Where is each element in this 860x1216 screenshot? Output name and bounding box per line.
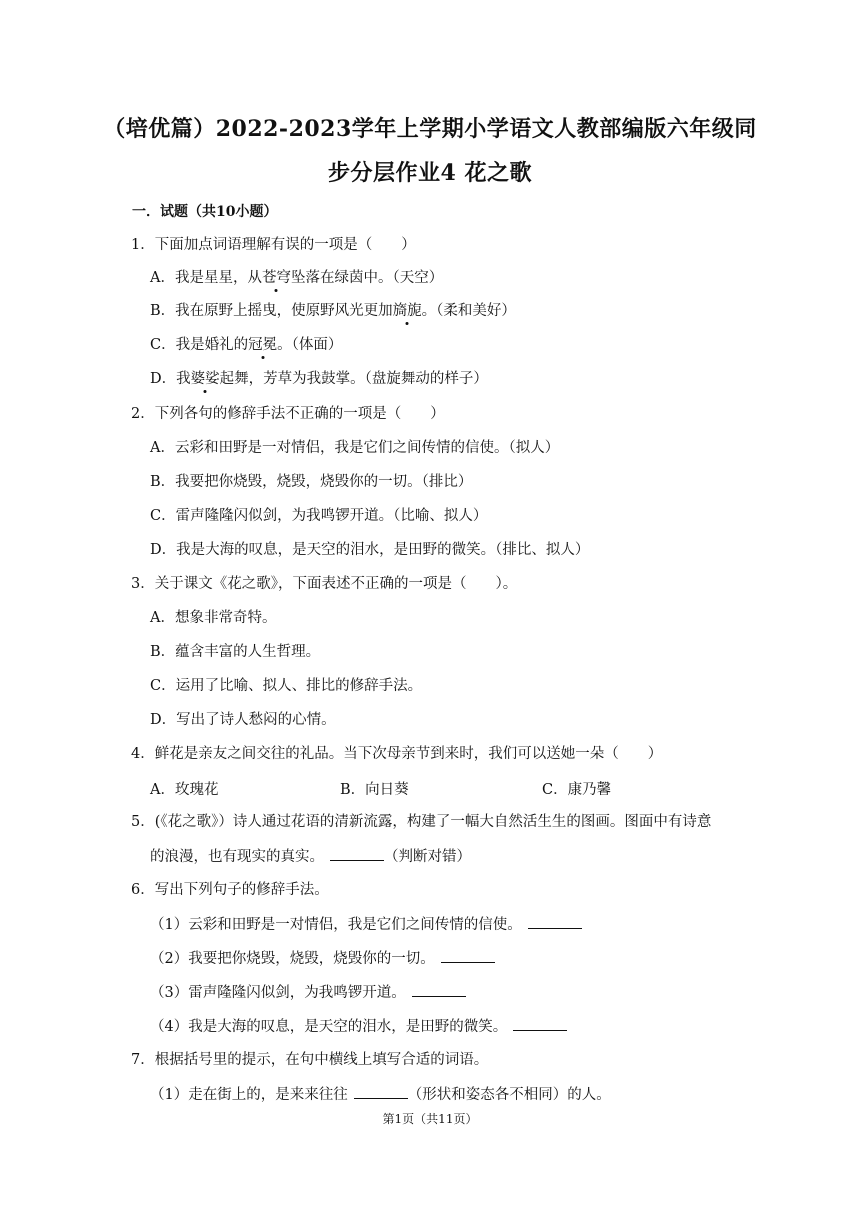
sentence-text: （形状和姿态各不相同）的人。	[407, 1087, 611, 1103]
answer-blank[interactable]	[354, 1084, 408, 1099]
answer-blank[interactable]	[513, 1016, 567, 1031]
option-text: 坠落在绿茵中。（天空）	[290, 270, 444, 286]
emphasis-dot-text: 冠冕	[248, 337, 278, 353]
document-title-line-1: （培优篇）2022-2023学年上学期小学语文人教部编版六年级同	[103, 116, 757, 142]
question-7-sentence-1	[150, 1084, 611, 1105]
answer-blank[interactable]	[528, 914, 582, 929]
option-text: D．我	[150, 371, 191, 387]
question-5-text: 的浪漫，也有现实的真实。	[150, 849, 324, 865]
emphasis-dot-text: 苍穹	[261, 270, 291, 286]
question-5-hint: （判断对错）	[384, 849, 471, 865]
question-7-stem: 7．根据括号里的提示，在句中横线上填写合适的词语。	[131, 1052, 489, 1068]
question-5-line-1: 5．(《花之歌》）诗人通过花语的清新流露，构建了一幅大自然活生生的图画。图面中有诗意	[131, 814, 712, 830]
question-4-option-b: B．向日葵	[340, 782, 409, 798]
question-2-option-a: A．云彩和田野是一对情侣，我是它们之间传情的信使。（拟人）	[150, 440, 560, 456]
question-3-option-b: B．蕴含丰富的人生哲理。	[150, 644, 321, 660]
answer-blank[interactable]	[412, 982, 466, 997]
question-6-sentence-2	[150, 948, 495, 969]
question-2-stem: 2．下列各句的修辞手法不正确的一项是（ ）	[131, 406, 445, 422]
question-6-sentence-3	[150, 982, 466, 1003]
document-title-line-2: 步分层作业4 花之歌	[328, 160, 532, 186]
sentence-text: （1）走在街上的，是来来往往	[150, 1087, 348, 1103]
sentence-text: （4）我是大海的叹息，是天空的泪水，是田野的微笑。	[150, 1019, 508, 1035]
page-footer: 第1页（共11页）	[382, 1112, 478, 1126]
option-text: 起舞，芳草为我鼓掌。（盘旋舞动的样子）	[219, 371, 488, 387]
emphasis-dot-text: 旖旎	[392, 303, 422, 319]
question-6-stem: 6．写出下列句子的修辞手法。	[131, 882, 329, 898]
question-1-option-b	[150, 301, 516, 321]
question-2-option-d: D．我是大海的叹息，是天空的泪水，是田野的微笑。（排比、拟人）	[150, 542, 590, 558]
question-1-option-c	[150, 335, 342, 355]
question-4-option-a: A．玫瑰花	[150, 782, 219, 798]
question-3-stem: 3．关于课文《花之歌》，下面表述不正确的一项是（ ）。	[131, 576, 518, 592]
question-6-sentence-4	[150, 1016, 567, 1037]
question-2-option-b: B．我要把你烧毁，烧毁，烧毁你的一切。（排比）	[150, 474, 473, 490]
question-4-stem: 4．鲜花是亲友之间交往的礼品。当下次母亲节到来时，我们可以送她一朵（ ）	[131, 746, 663, 762]
question-4-option-c: C．康乃馨	[542, 782, 612, 798]
option-text: 。（柔和美好）	[421, 303, 516, 319]
question-1-option-a	[150, 268, 443, 288]
sentence-text: （1）云彩和田野是一对情侣，我是它们之间传情的信使。	[150, 917, 522, 933]
option-text: B．我在原野上摇曳，使原野风光更加	[150, 303, 393, 319]
answer-blank[interactable]	[441, 948, 495, 963]
question-1-stem: 1．下面加点词语理解有误的一项是（ ）	[131, 237, 416, 253]
question-1-option-d	[150, 369, 488, 389]
question-3-option-d: D．写出了诗人愁闷的心情。	[150, 712, 336, 728]
option-text: C．我是婚礼的	[150, 337, 249, 353]
question-2-option-c: C．雷声隆隆闪似剑，为我鸣锣开道。（比喻、拟人）	[150, 508, 488, 524]
answer-blank[interactable]	[330, 846, 384, 861]
emphasis-dot-text: 婆娑	[190, 371, 220, 387]
sentence-text: （3）雷声隆隆闪似剑，为我鸣锣开道。	[150, 985, 406, 1001]
section-heading: 一．试题（共10小题）	[132, 204, 278, 220]
question-3-option-c: C．运用了比喻、拟人、排比的修辞手法。	[150, 678, 423, 694]
sentence-text: （2）我要把你烧毁，烧毁，烧毁你的一切。	[150, 951, 435, 967]
option-text: A．我是星星，从	[150, 270, 262, 286]
question-5-line-2	[150, 846, 471, 867]
question-3-option-a: A．想象非常奇特。	[150, 610, 277, 626]
option-text: 。（体面）	[277, 337, 343, 353]
question-6-sentence-1	[150, 914, 582, 935]
